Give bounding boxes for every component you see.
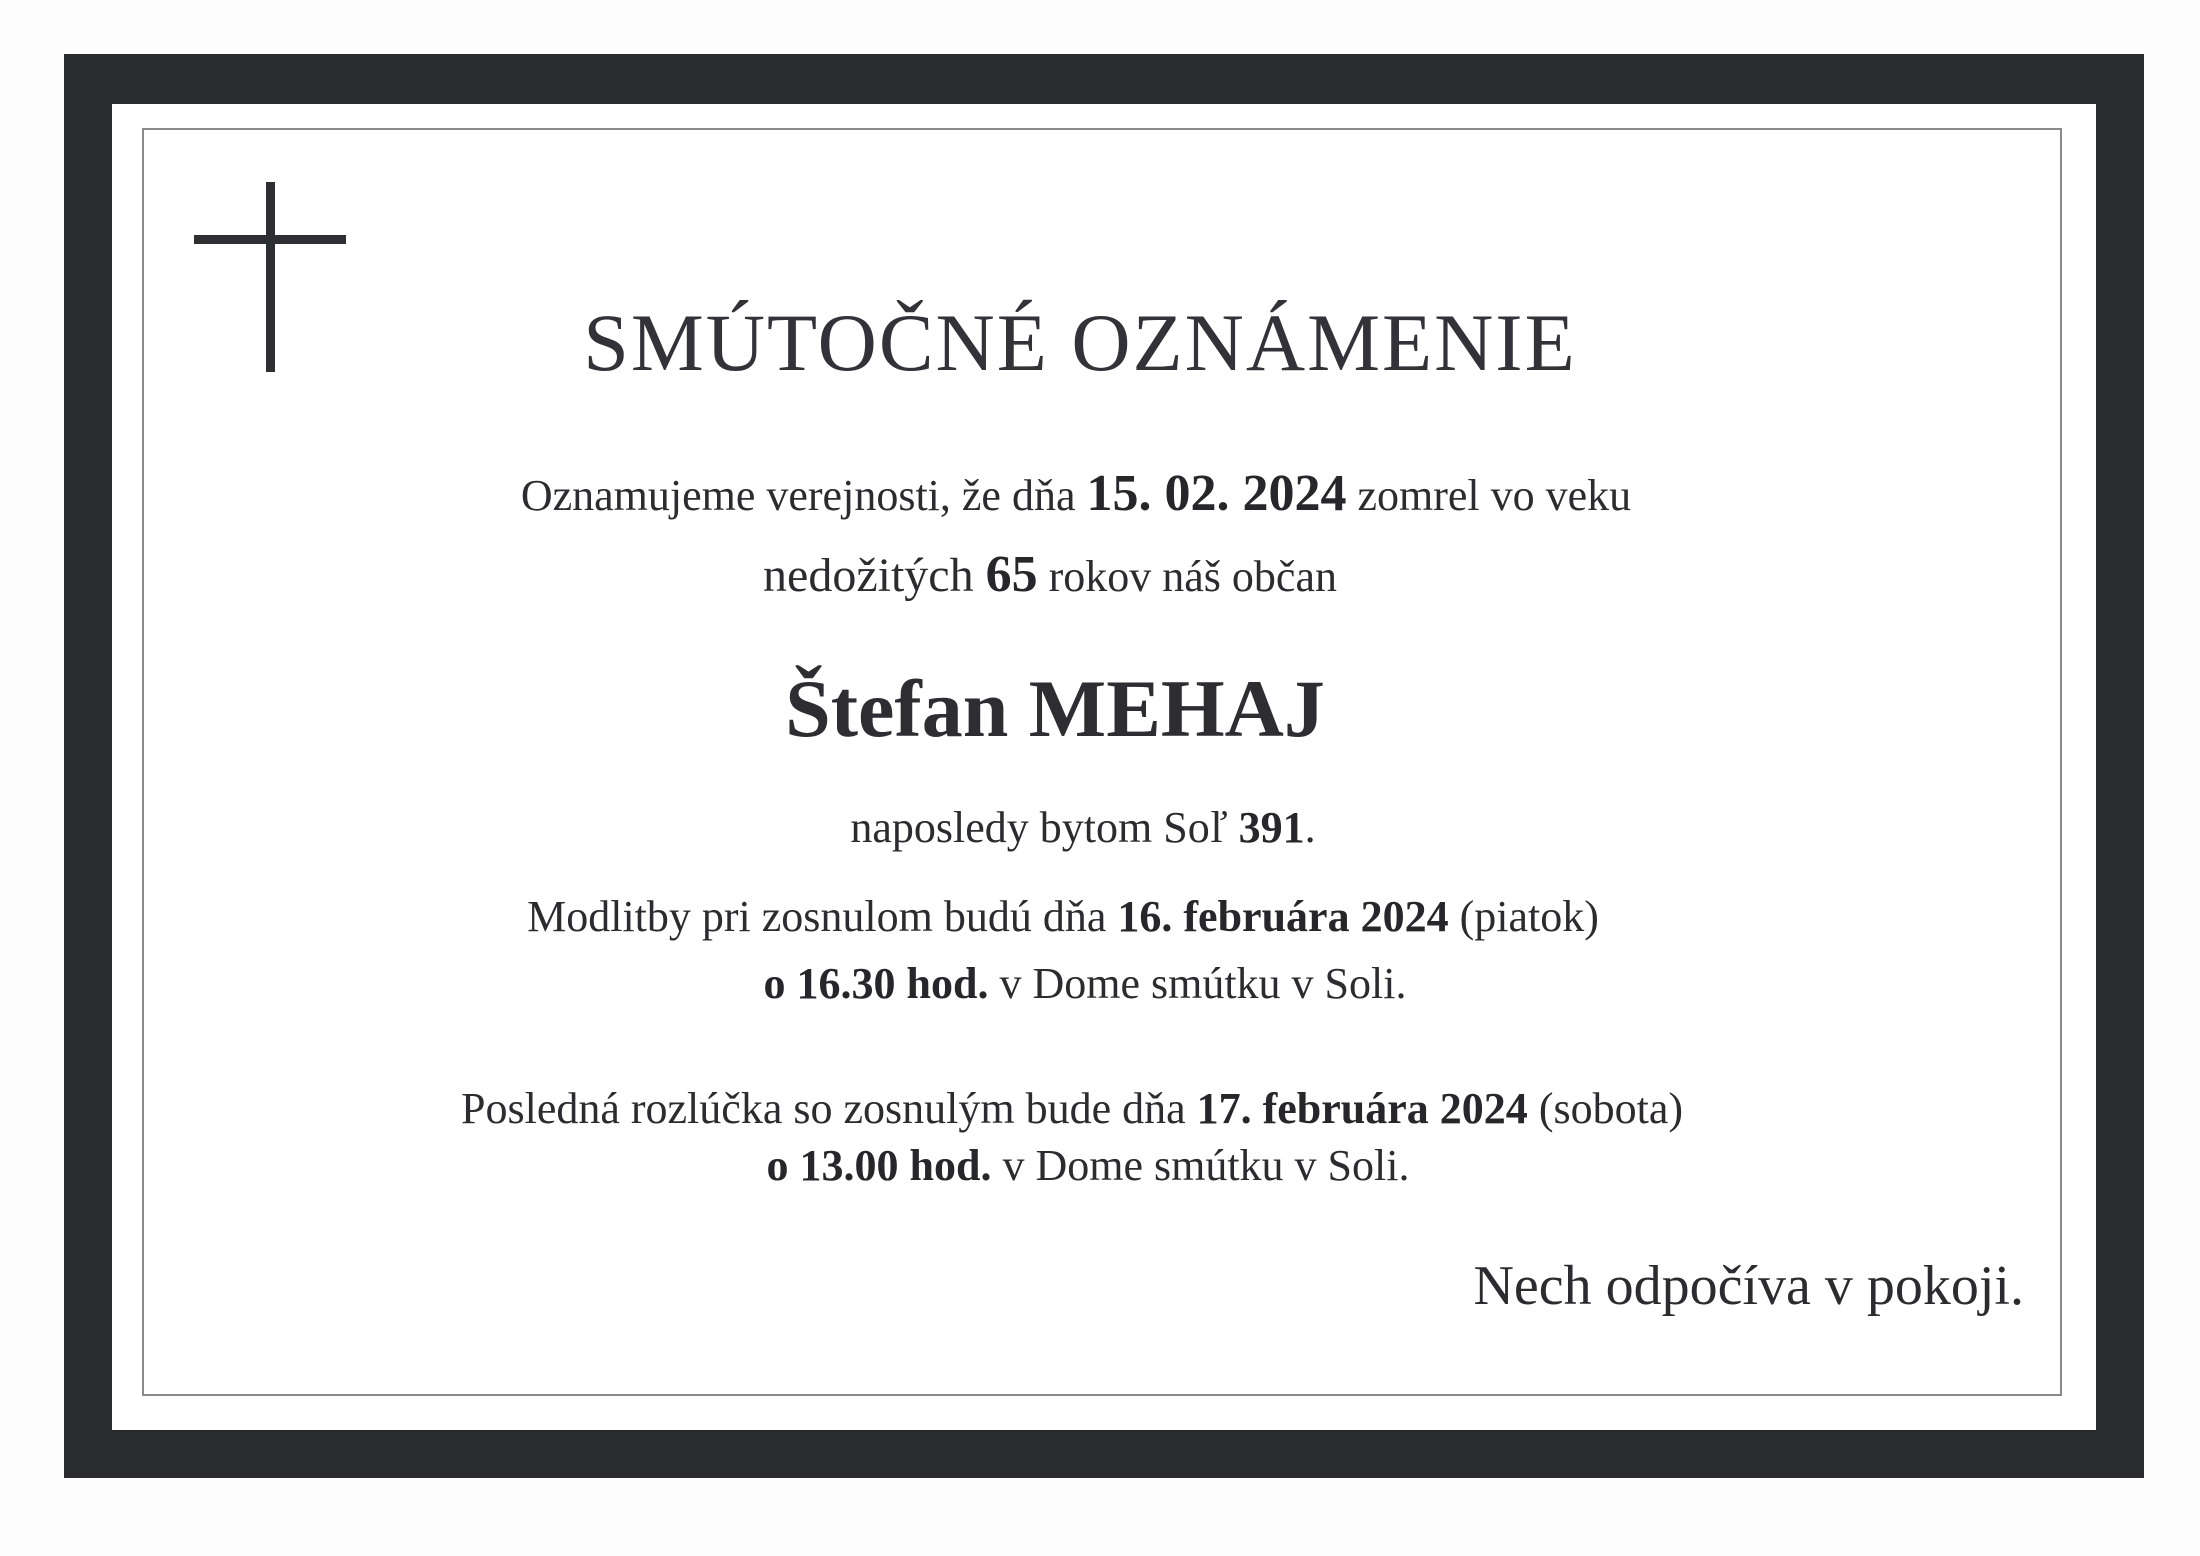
announcement-text: Oznamujeme verejnosti, že dňa [520, 471, 1087, 520]
death-date: 15. 02. 2024 [1086, 465, 1347, 522]
farewell-place: v Dome smútku v Soli. [991, 1141, 1410, 1190]
farewell-line [0, 1084, 2172, 1133]
residence-line [0, 803, 2183, 852]
prayers-line [0, 892, 2163, 941]
prayers-time: o 16.30 hod. [763, 959, 989, 1008]
closing-phrase: Nech odpočíva v pokoji. [1473, 1255, 2024, 1317]
residence-text: naposledy bytom Soľ [850, 803, 1239, 852]
prayers-day: (piatok) [1448, 892, 1599, 941]
notice-title: SMÚTOČNÉ OZNÁMENIE [583, 297, 1577, 388]
age-prefix: nedožitých [763, 549, 986, 602]
residence-end: . [1304, 803, 1316, 852]
age-suffix: rokov náš občan [1037, 552, 1337, 601]
farewell-time: o 13.00 hod. [766, 1141, 992, 1190]
farewell-time-line [0, 1141, 2188, 1190]
announcement-line-1 [0, 465, 2176, 522]
farewell-day: (sobota) [1527, 1084, 1683, 1133]
prayers-text: Modlitby pri zosnulom budú dňa [527, 892, 1118, 941]
cross-horizontal-bar [194, 235, 346, 244]
house-number: 391 [1238, 803, 1305, 852]
announcement-line-2 [0, 546, 2150, 603]
prayers-date: 16. februára 2024 [1117, 892, 1449, 941]
age-value: 65 [985, 546, 1038, 603]
prayers-time-line [0, 959, 2185, 1008]
announcement-text-end: zomrel vo veku [1346, 471, 1632, 520]
deceased-name: Štefan MEHAJ [785, 663, 1325, 754]
prayers-place: v Dome smútku v Soli. [988, 959, 1407, 1008]
farewell-text: Posledná rozlúčka so zosnulým bude dňa [461, 1084, 1197, 1133]
farewell-date: 17. februára 2024 [1196, 1084, 1528, 1133]
